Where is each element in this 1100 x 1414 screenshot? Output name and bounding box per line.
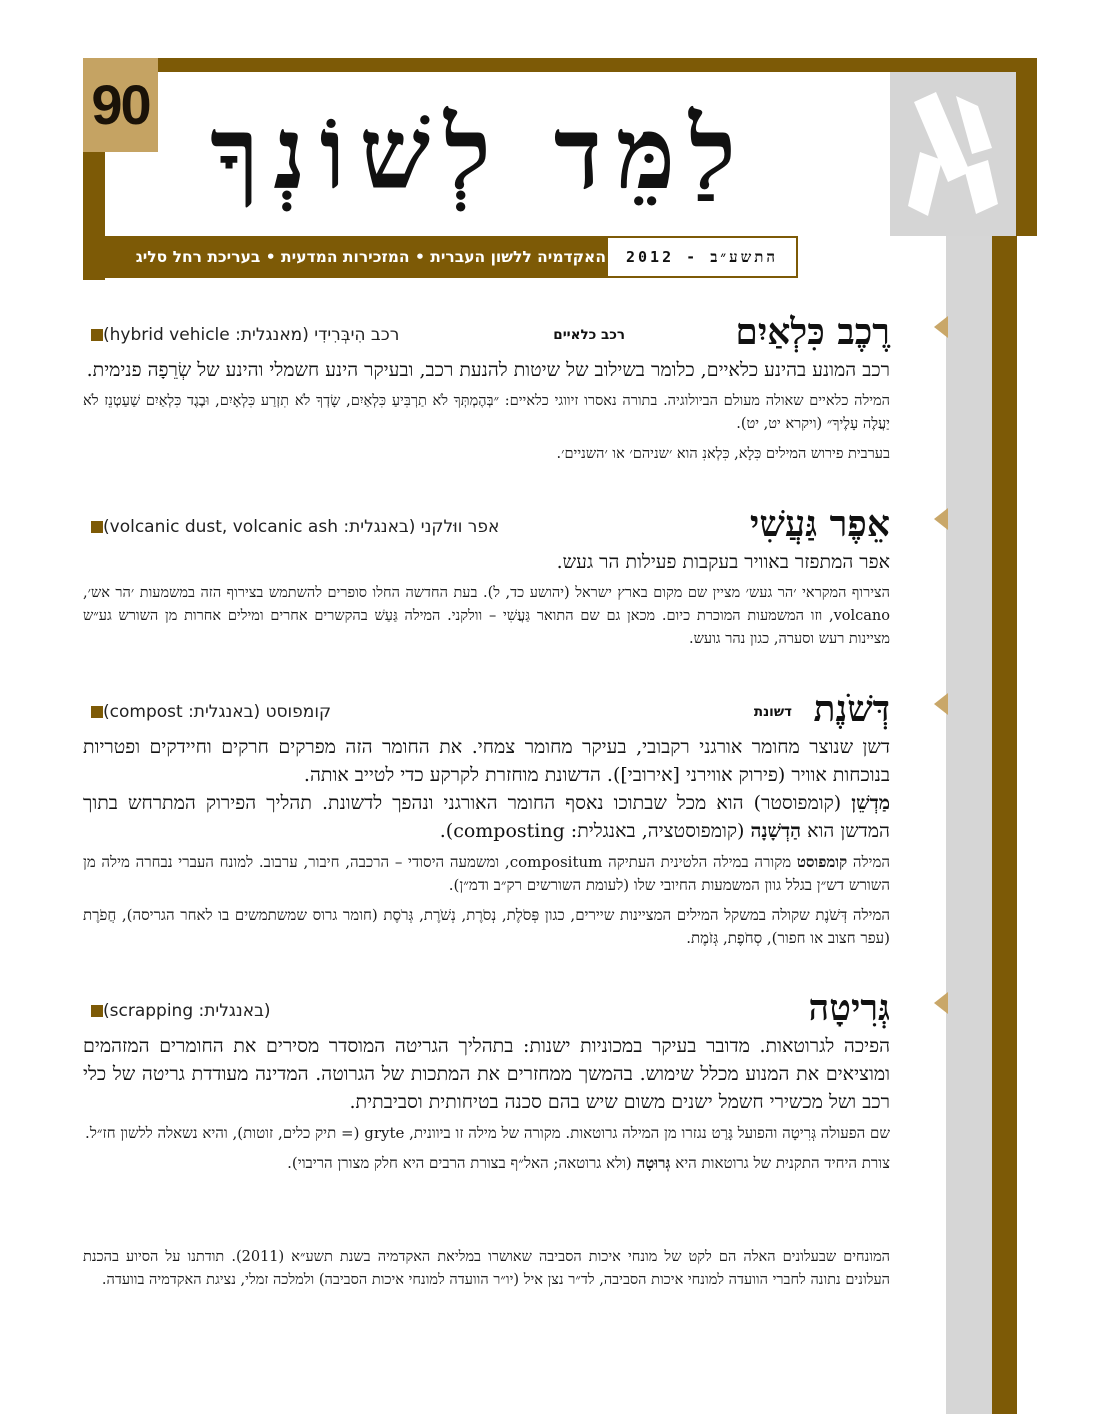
definition: אפר המתפזר באוויר בעקבות פעילות הר געש. bbox=[556, 551, 890, 573]
entry-marker-icon bbox=[934, 693, 948, 715]
note bbox=[83, 1152, 890, 1175]
note-text: מקורה במילה הלטינית העתיקה compositum, ומשמעה היסודי – הרכבה, חיבור, ערבוב. למונח העברי נבחרה מילה מן השורש דש״ן בגלל גוון המשמעות החיובי שלו (לעומת השורשים רק״ב ודמ״ן). bbox=[83, 853, 890, 894]
term-bold: קומפוסט bbox=[796, 853, 848, 871]
headword: רֶכֶב כִּלְאַיִם bbox=[735, 311, 890, 353]
definition: דשן שנוצר מחומר אורגני רקבובי, בעיקר מחומר צמחי. את החומר הזה מפרקים חרקים וחיידקים ופטריות בנוכחות אוויר (פירוק אווירני [אירובי]). הדשונת מוחזרת לקרקע כדי לטייב אותה. bbox=[83, 736, 890, 786]
square-bullet-icon bbox=[91, 329, 103, 341]
foreign-term-text: אפר ווּלקני (באנגלית: volcanic dust, volcanic ash) bbox=[103, 517, 500, 537]
note-text: (ולא גרוטאה; האל״ף בצורת הרבים היא חלק מצורן הריבוי). bbox=[287, 1154, 637, 1172]
foreign-term bbox=[83, 1000, 271, 1022]
square-bullet-icon bbox=[91, 1005, 103, 1017]
definition-text: (קומפוסטר) הוא מכל שבתוכו נאסף החומר האורגני ונהפך לדשונת. תהליך הפירוק המתרחש בתוך המדשן הוא bbox=[83, 792, 890, 842]
entry-header bbox=[83, 488, 890, 554]
note-text: המילה bbox=[847, 853, 890, 871]
term-bold: הַדְשָׁנָה bbox=[750, 820, 802, 842]
entry-compost bbox=[83, 673, 890, 950]
footer-note: המונחים שבעלונים האלה הם לקט של מונחי איכות הסביבה שאושרו במליאת האקדמיה בשנת תשע״א (2011). תודתנו על הסיוע בהכנת העלונים נתונה לחברי הוועדה למונחי איכות הסביבה, לד״ר נצן איל (יו״ר הוועדה למונחי איכות הסביבה) ולמלכה זמלי, נציגת האקדמיה בוועדה. bbox=[83, 1249, 890, 1288]
header-banner bbox=[83, 236, 798, 278]
entry-marker-icon bbox=[934, 992, 948, 1014]
headword: אֵפֶר גַּעֲשִׁי bbox=[749, 503, 890, 545]
academy-logo-icon bbox=[906, 88, 1000, 220]
note: המילה כלאיים שאולה מעולם הביולוגיה. בתורה נאסרו זיווגי כלאיים: ״בְּהֶמְתְּךָ לֹא תַרְבִּיעַ כִּלְאַיִם, שָׂדְךָ לֹא תִזְרַע כִּלְאָיִם, וּבֶגֶד כִּלְאַיִם שַׁעַטְנֵז לֹא יַעֲלֶה עָלֶיךָ״ (ויקרא יט, יט). bbox=[83, 393, 890, 432]
foreign-term bbox=[83, 701, 331, 723]
headword-variant: דשונת bbox=[753, 704, 792, 720]
headword: גְּרִיטָה bbox=[808, 987, 890, 1029]
note: המילה דְּשֹׁנֶת שקולה במשקל המילים המציינות שיירים, כגון פְּסֹלֶת, נְסֹרֶת, נְשֹׁרֶת, גְּרֹסֶת (חומר גרוס שמשתמשים בו לאחר הגריסה), חֲפֹרֶת (עפר חצוב או חפור), סְחֹפֶת, גְּזֹמֶת. bbox=[83, 906, 890, 947]
note: בערבית פירוש המילים כִּלָא, כִּלְאנִ הוא ׳שניהם׳ או ׳השניים׳. bbox=[556, 446, 890, 462]
note-text: צורת היחיד התקנית של גרוטאות היא bbox=[670, 1154, 890, 1172]
foreign-term-text: רכב הִיבְּרִידִי (מאנגלית: hybrid vehicle) bbox=[103, 325, 400, 345]
right-frame-bar bbox=[1016, 72, 1037, 236]
entry-marker-icon bbox=[934, 508, 948, 530]
issue-number: 90 bbox=[91, 73, 150, 136]
note: הצירוף המקראי ׳הר געש׳ מציין שם מקום בארץ ישראל (יהושע כד, ל). בעת החדשה החלו סופרים להשתמש בצירוף הזה במשמעות ׳הר אש׳, volcano, וזו המשמעות המוכרת כיום. מכאן גם שם התואר גַּעֲשִׁי – וולקני. המילה גַּעַשׁ בהקשרים אחרים ומילים אחרות מן השורש גע״ש מציינות רעש וסערה, כגון נהר גועש. bbox=[83, 585, 890, 647]
entry-volcanic-ash bbox=[83, 488, 890, 651]
entry-header bbox=[83, 972, 890, 1038]
entries-list bbox=[83, 296, 890, 1197]
note bbox=[83, 851, 890, 897]
definition: הפיכה לגרוטאות. מדובר בעיקר במכוניות ישנות: בתהליך הגריטה המוסדר מסירים את החומרים המזהמים ומוציאים את המנוע מכלל שימוש. בהמשך ממחזרים את המתכות של הגרוטה. המדינה מעודדת גריטה של כלי רכב ושל מכשירי חשמל ישנים משום שיש בהם סכנה בטיחותית וסביבתית. bbox=[83, 1035, 890, 1113]
square-bullet-icon bbox=[91, 706, 103, 718]
banner-date: התשע״ב - 2012 bbox=[608, 238, 796, 276]
entry-header bbox=[83, 673, 890, 739]
entry-header bbox=[83, 296, 890, 362]
foreign-term bbox=[83, 324, 399, 346]
definition-text: (קומפוסטציה, באנגלית: composting). bbox=[439, 820, 751, 842]
headword-variant: רכב כלאיים bbox=[553, 327, 625, 343]
right-gold-strip bbox=[992, 236, 1017, 1414]
note: שם הפעולה גְּרִיטָה והפועל גָּרַט נגזרו מן המילה גרוטאות. מקורה של מילה זו ביוונית, gryte (= תיק כלים, זוטות), והיא נשאלה ללשון חז״ל. bbox=[85, 1124, 890, 1142]
right-gray-strip bbox=[946, 236, 992, 1414]
square-bullet-icon bbox=[91, 521, 103, 533]
entry-hybrid-vehicle bbox=[83, 296, 890, 466]
headword: דְּשֹׁנֶת bbox=[813, 688, 890, 730]
term-bold: גְּרוּטָה bbox=[636, 1154, 671, 1172]
definition: רכב המונע בהינע כלאיים, כלומר בשילוב של שיטות להנעת רכב, ובעיקר הינע חשמלי והינע של שְׂרֵפָה פנימית. bbox=[86, 359, 890, 381]
banner-credits: האקדמיה ללשון העברית • המזכירות המדעית • בעריכת רחל סליג bbox=[135, 248, 606, 266]
entry-marker-icon bbox=[934, 316, 948, 338]
foreign-term-text: קומפוסט (באנגלית: compost) bbox=[103, 702, 332, 722]
entry-scrapping bbox=[83, 972, 890, 1175]
foreign-term bbox=[83, 516, 499, 538]
newsletter-title: לַמֵּד לְשׁוֹנְךָ bbox=[210, 94, 750, 212]
term-bold: מַדְשֵׁן bbox=[851, 792, 890, 814]
foreign-term-text: (באנגלית: scrapping) bbox=[103, 1001, 271, 1021]
definition-continued bbox=[83, 789, 890, 845]
